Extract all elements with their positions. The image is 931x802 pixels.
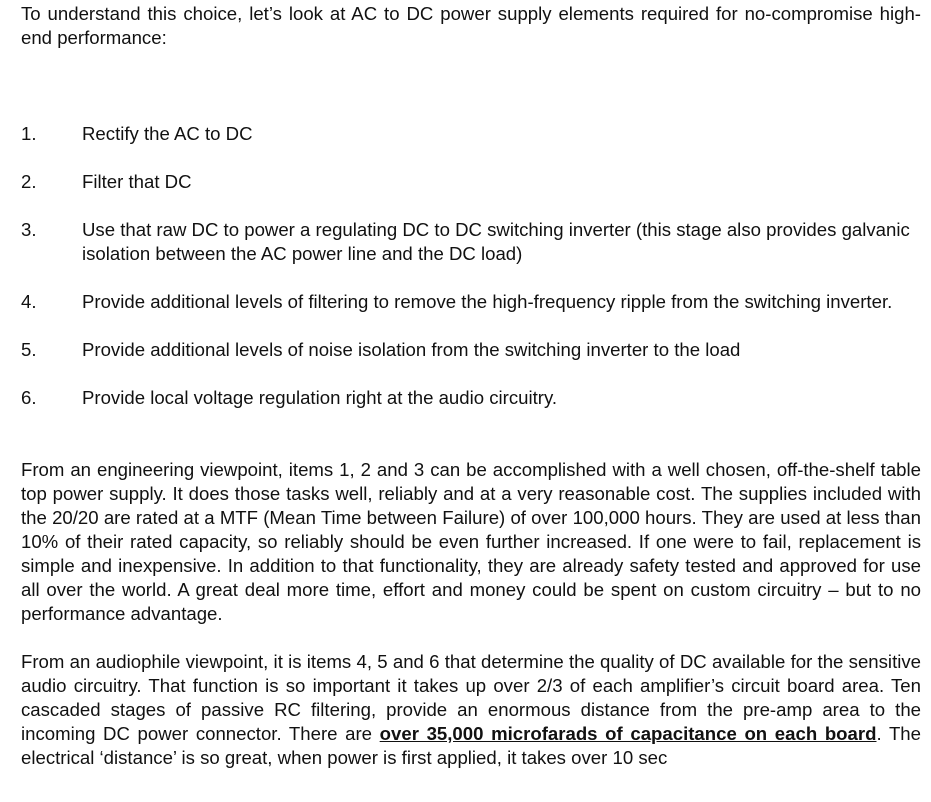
list-item-number: 5. bbox=[21, 339, 37, 360]
list-item bbox=[21, 338, 921, 362]
list-item bbox=[21, 386, 921, 410]
list-item-text: Provide additional levels of filtering to remove the high-frequency ripple from the switching inverter. bbox=[82, 291, 893, 312]
capacitance-emphasis: over 35,000 microfarads of capacitance on each board bbox=[379, 723, 877, 744]
audiophile-viewpoint-paragraph bbox=[21, 650, 921, 770]
list-item-number: 4. bbox=[21, 291, 37, 312]
list-item-text: Use that raw DC to power a regulating DC to DC switching inverter (this stage also provides galvanic isolation between the AC power line and the DC load) bbox=[82, 219, 910, 264]
list-item bbox=[21, 170, 921, 194]
list-item-text: Provide local voltage regulation right at the audio circuitry. bbox=[82, 387, 558, 408]
list-item-number: 1. bbox=[21, 123, 37, 144]
engineering-viewpoint-paragraph: From an engineering viewpoint, items 1, 2 and 3 can be accomplished with a well chosen, off-the-shelf table top power supply. It does those tasks well, reliably and at a very reasonable cost. The supplies included with the 20/20 are rated at a MTF (Mean Time between Failure) of over 100,000 hours. They are used at less than 10% of their rated capacity, so reliably should be even further increased. If one were to fail, replacement is simple and inexpensive. In addition to that functionality, they are already safety tested and approved for use all over the world. A great deal more time, effort and money could be spent on custom circuitry – but to no performance advantage. bbox=[21, 459, 921, 624]
list-item-text: Rectify the AC to DC bbox=[82, 123, 253, 144]
intro-paragraph: To understand this choice, let’s look at AC to DC power supply elements required for no-compromise high-end performance: bbox=[21, 3, 921, 48]
list-item-number: 3. bbox=[21, 219, 37, 240]
audiophile-text-before: From an audiophile viewpoint, it is items 4, 5 and 6 that determine the quality of DC available for the sensitive audio circuitry. That function is so important it takes up over 2/3 of each amplifier’s circuit board area. Ten cascaded stages of passive RC filtering, provide an enormous distance from the pre-amp area to the incoming DC power connector. There are bbox=[21, 651, 921, 744]
list-item-text: Filter that DC bbox=[82, 171, 192, 192]
audiophile-text-after: . The electrical ‘distance’ is so great, when power is first applied, it takes over 10 sec bbox=[21, 723, 921, 768]
list-item bbox=[21, 122, 921, 146]
list-item-number: 2. bbox=[21, 171, 37, 192]
list-item-number: 6. bbox=[21, 387, 37, 408]
power-supply-elements-list bbox=[21, 122, 921, 410]
list-item bbox=[21, 218, 921, 266]
list-item bbox=[21, 290, 921, 314]
document-body bbox=[21, 2, 921, 770]
list-item-text: Provide additional levels of noise isolation from the switching inverter to the load bbox=[82, 339, 741, 360]
